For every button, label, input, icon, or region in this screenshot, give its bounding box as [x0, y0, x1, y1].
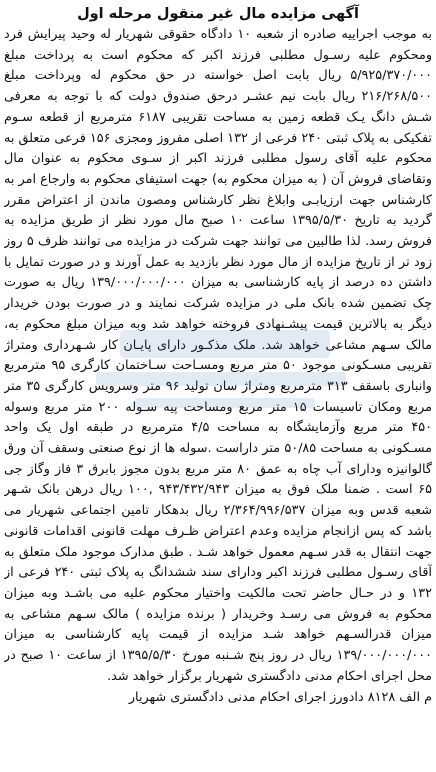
- notice-body: به موجب اجراییه صادره از شعبه ۱۰ دادگاه حقوقی شهریار له وحید پیرایش فرد ومحکوم علیه رسـول مطلبی فرزند اکبر که محکوم است به پرداخت مبلغ ۵/۹۲۵/۳۷۰/۰۰۰ ریال بابت اصل خواسته در حق محکوم له وپرداخت مبلغ ۲۱۶/۲۶۸/۵۰۰ ریال بابت نیم عشـر درحق صندوق دولت که با توجه به معرفی شـش دانگ یـک قطعه زمین به مساحت تقریبی ۶۱۸۷ مترمربع از قطعه سـوم تفکیکی به پلاک ثبتی ۲۴۰ فرعی از ۱۳۲ اصلی مفروز ومجزی ۱۵۶ فرعی متعلق به محکوم علیه آقای رسول مطلبی فرزند اکبر از سـوی محکوم به عنوان مال وتقاضای فروش آن ( به میزان محکوم به) جهت استیفای محکوم به وارجاع امر به کارشناس جهت ارزیابـی وابلاغ نظر کارشناس ومصون ماندن از اعتراض مقرر گردید به تاریخ ۱۳۹۵/۵/۳۰ ساعت ۱۰ صبح مال مورد نظر از طریق مزایده به فروش رسد. لذا طالبین می توانند جهت شرکت در مزایده می توانند ظرف ۵ روز زود تر از تاریخ مزایده از مال مورد نظر بازدید به عمل آورند و در صورت تمایل با داشتن ده درصد از پایه کارشناسی به میزان ۱۳۹/۰۰۰/۰۰۰/۰۰۰ ریال به صورت چک تضمین شده بانک ملی در مزایده شرکت نمایند و در صورت بودن خریدار دیگر به بالاترین قیمت پیشـنهادی فروخته خواهد شد وبه میزان مبلغ محکوم به، مالک سـهم مشاعی خواهد شد. ملک مذکـور دارای پایـان کار شـهرداری ومتراژ تقریبی مسـکونی موجود ۵۰ متر مربع ومسـاحت سـاختمان کارگری ۹۵ مترمربع وانباری باسقف ۳۱۳ مترمربع ومتراژ سان تولید ۹۶ متر وسرویس کارگری ۳۵ متر مربع ومکان تاسیسات ۱۵ متر مربع ومساحت پیه سـوله ۲۰۰ متر مربع وسوله ۴۵۰ متر مربع وآزمایشگاه به مساحت ۴/۵ مترمربع در طبقه اول یک واحد مسـکونی به مساحت ۵۰/۸۵ متر داراست .سوله ها از نوع صنعتی وسقف آن ورق گالوانیزه ودارای آب چاه به عمق ۸۰ متر مربع بدون مجوز بابرق ۳ فاز وگاز جی ۶۵ است . ضمنا ملک فوق به میزان ۹۴۳/۴۳۲/۹۴۳ ,۱۰۰ ریال درهن بانک شـهر شعبه قدس وبه میزان ۲/۳۶۴/۹۹۶/۵۳۷ ریال بدهکار تامین اجتماعی شهریار می باشد که پس ازانجام مزایده وعدم اعتراض ظـرف مهلت قانونی اقدامات قانونی جهت انتقال به قدر سـهم معمول خواهد شـد . طبق مدارک موجود ملک متعلق به آقای رسـول مطلبی فرزند اکبر ودارای سند ششدانگ به پلاک ثبتی ۲۴۰ فرعی از ۱۳۲ و در حـال حاضر تحت مالکیت واختیار محکوم علیه می باشـد وبه میزان محکوم به فروش می رسـد وخریدار ( برنده مزایده ) مالک سـهم مشاعی به میزان قدرالسـهم خواهد شـد مزایده از قیمت پایه کارشناسی به میزان ۱۳۹/۰۰۰/۰۰۰/۰۰۰ ریال در روز پنج شـنبه مورخ ۱۳۹۵/۵/۳۰ از ساعت ۱۰ صبح در محل اجرای احکام مدنی دادگستری شهریار برگزار خواهد شد.: [4, 27, 432, 684]
- notice-title: آگهی مزایده مال غیر منقول مرحله اول: [77, 6, 359, 22]
- notice-footer: م الف ۸۱۲۸ دادورز اجرای احکام مدنی دادگستری شهریار: [128, 689, 432, 705]
- auction-notice: [4, 3, 432, 769]
